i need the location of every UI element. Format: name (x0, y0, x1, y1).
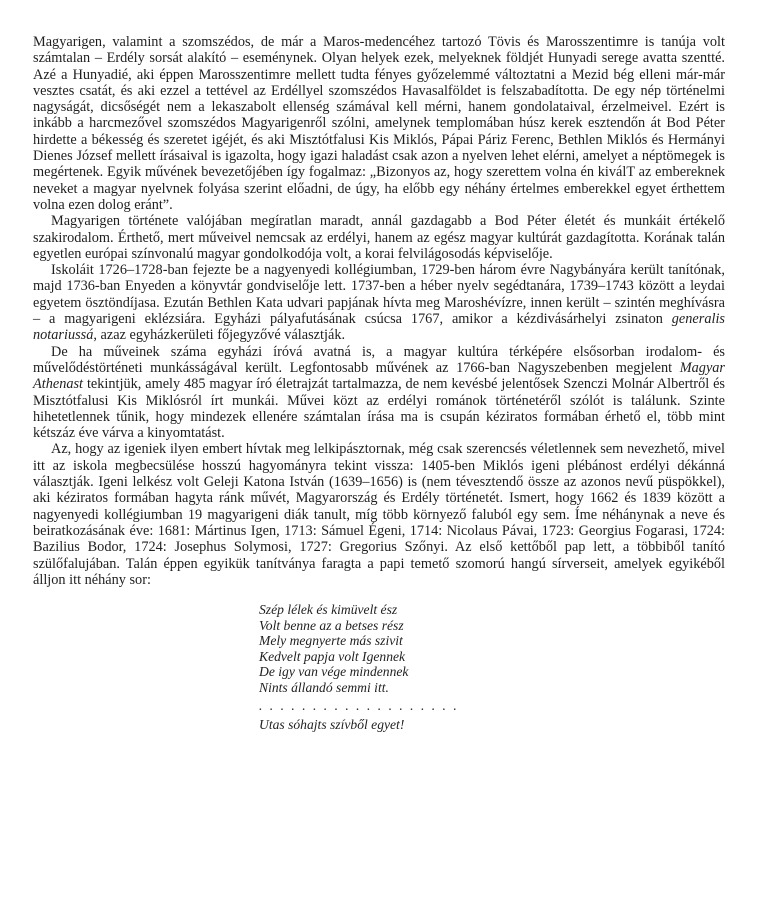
paragraph-text: tekintjük, amely 485 magyar író életrajzát tartalmazza, de nem kevésbé jelentősek Szenczi Molnár Albertről és Misztótfalusi Kis Miklósról írt munkái. Művei közt az erdélyi románok történetéről szólót is találunk. Szinte hihetetlennek tűnik, hogy mindezek ellenére számtalan írása ma is csupán kéziratos formában érhető el, több mint kétszáz éve várva a kinyomtatást. (33, 376, 725, 442)
paragraph (33, 441, 725, 588)
body-text (33, 34, 725, 588)
poem-line: Nints állandó semmi itt. (259, 680, 389, 696)
paragraph-text: Magyarigen története valójában megíratlan maradt, annál gazdagabb a Bod Péter életét és munkáit értékelő szakirodalom. Érthető, mert műveivel nemcsak az erdélyi, hanem az egész magyar kultúrát gazdagította. Korának talán egyetlen európai színvonalú magyar gondolkodója volt, a korai felvilágosodás képviselője. (33, 213, 725, 262)
poem-line: Kedvelt papja volt Igennek (259, 648, 406, 664)
paragraph (33, 262, 725, 343)
paragraph-text: , azaz egyházkerületi főjegyzővé választják. (93, 327, 346, 344)
poem (259, 602, 725, 733)
paragraph (33, 34, 725, 213)
paragraph (33, 213, 725, 262)
italic-term: Magyar Athenast (33, 359, 725, 393)
paragraph-text: De ha műveinek száma egyházi íróvá avatná is, a magyar kultúra térképére elsősorban irodalom- és művelődéstörténeti munkásságával került. Legfontosabb művének az 1766-ban Nagyszebenben megjelent (33, 343, 725, 376)
paragraph-text: Iskoláit 1726–1728-ban fejezte be a nagyenyedi kollégiumban, 1729-ben három évre Nagybányára került tanítónak, majd 1736-ban Enyeden a könyvtár gondviselője lett. 1737-ben a héber nyelv segédtanára, 1739–1743 között a leydai egyetem ösztöndíjasa. Ezután Bethlen Kata udvari papjának hívta meg Maroshévízre, innen került – szintén meghívásra – a magyarigeni eklézsiára. Egyházi pályafutásának csúcsa 1767, amikor a kézdivásárhelyi zsinaton (33, 262, 725, 328)
poem-line: De igy van vége mindennek (259, 664, 409, 680)
poem-line: Szép lélek és kimüvelt ész (259, 602, 398, 618)
poem-last-line: Utas sóhajts szívből egyet! (259, 717, 405, 733)
paragraph (33, 344, 725, 442)
paragraph-text: Az, hogy az igeniek ilyen embert hívtak meg lelkipásztornak, még csak szerencsés véletlennek sem nevezhető, mivel itt az iskola megbecsülése hosszú hagyományra tekint vissza: 1405-ben Miklós igeni plébánost erdélyi dékánná választják. Igeni lelkész volt Geleji Katona István (1639–1656) is (nem tévesztendő össze az azonos nevű püspökkel), aki kéziratos formában hagyta ránk művét, Magyarország és Erdély történetét. Ismert, hogy 1662 és 1839 között a nagyenyedi kollégiumban 19 magyarigeni diák tanult, míg több környező faluból egy sem. Íme néhánynak a neve és beiratkozásának éve: 1681: Mártinus Igen, 1713: Sámuel Égeni, 1714: Nicolaus Pávai, 1723: Georgius Fogarasi, 1724: Bazilius Bodor, 1724: Josephus Solymosi, 1727: Gregorius Szőnyi. Az első kettőből pap lett, a többiből tanító szülőfalujában. Talán éppen egyikük tanítványa faragta a papi temető szomorú hangú sírverseit, amelyek egyikéből álljon itt néhány sor: (33, 441, 725, 588)
poem-line: Volt benne az a betses rész (259, 617, 404, 633)
italic-term: generalis notariussá (33, 311, 725, 344)
poem-line: Mely megnyerte más szivit (259, 633, 403, 649)
paragraph-text: Magyarigen, valamint a szomszédos, de már a Maros-medencéhez tartozó Tövis és Marosszentimre is tanúja volt számtalan – Erdély sorsát alakító – eseménynek. Olyan helyek ezek, melyeknek földjét Hunyadi serege avatta szentté. Azé a Hunyadié, aki éppen Marosszentimre mellett tudta fényes győzelemmé változtatni a Mezid bég elleni már-már vesztes csatát, és aki ezzel a tettével az Erdéllyel szomszédos Havasalföldet is felszabadította. De egy nép történelmi nagyságát, dicsőségét nem a lekaszabolt ellenség számával kell mérni, hanem gondolataival, érzelmeivel. Ezért is inkább a harcmezővel szomszédos Magyarigenről szólni, amelynek templomában húsz kerek esztendőn át Bod Péter hirdette a békesség és szeretet igéjét, és aki Misztótfalusi Kis Miklós, Pápai Páriz Ferenc, Bethlen Miklós és Hermányi Dienes József mellett írásaival is igazolta, hogy igazi haladást csak azon a nyelven lehet elérni, amelyet a néptömegek is megértenek. Egyik művének bevezetőjében így fogalmaz: „Bizonyos az, hogy szerettem volna én kiválT az embereknek neveket a magyar nyelvnek folyása szerint előadni, de úgy, ha előbb egy néhány értelmes emberekkel egyet érthettem volna ezen dolog eránt”. (33, 34, 725, 213)
poem-ellipsis: . . . . . . . . . . . . . . . . . . . (259, 697, 459, 713)
